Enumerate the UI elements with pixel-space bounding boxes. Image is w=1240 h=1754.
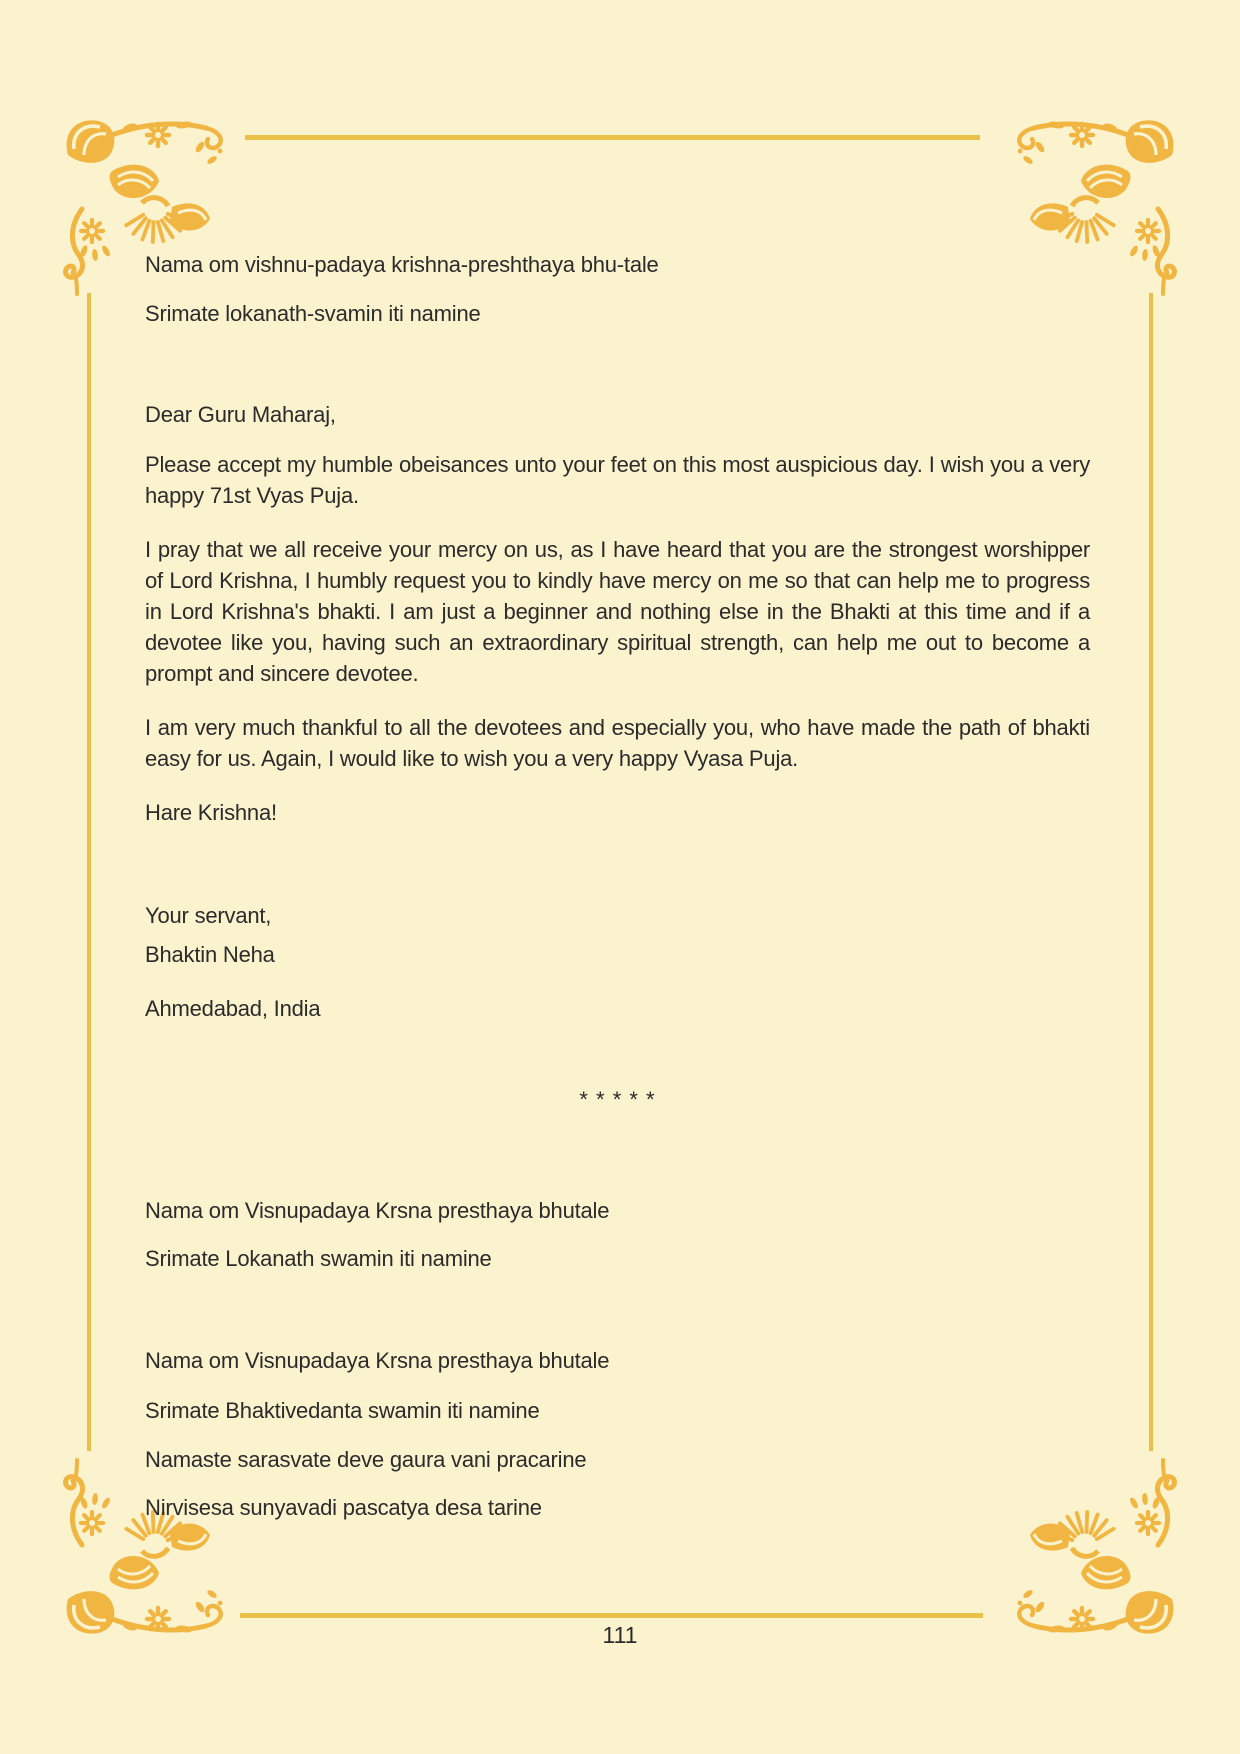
invocation-top-line-1: Nama om vishnu-padaya krishna-preshthaya bhu-tale [145,252,659,277]
salutation: Dear Guru Maharaj, [145,402,336,427]
frame-line-bottom [240,1613,983,1618]
floral-corner-ornament-icon [60,1456,245,1641]
invocation-bottom-line-3: Namaste sarasvate deve gaura vani pracarine [145,1447,587,1472]
closing-line-1: Your servant, [145,903,272,928]
invocation-bottom-line-1: Nama om Visnupadaya Krsna presthaya bhutale [145,1348,610,1373]
paragraph-1: Please accept my humble obeisances unto your feet on this most auspicious day. I wish you a very happy 71st Vyas Puja. [145,452,1090,508]
floral-corner-ornament-icon [995,1456,1180,1641]
invocation-bottom-line-2: Srimate Bhaktivedanta swamin iti namine [145,1398,540,1423]
closing-line-2: Bhaktin Neha [145,942,275,967]
frame-line-right [1149,293,1153,1451]
paragraph-2: I pray that we all receive your mercy on us, as I have heard that you are the strongest worshipper of Lord Krishna, I humbly request you to kindly have mercy on me so that can help me to progress in Lord Krishna's bhakti. I am just a beginner and nothing else in the Bhakti at this time and if a devotee like you, having such an extraordinary spiritual strength, can help me out to become a prompt and sincere devotee. [145,537,1090,686]
exclamation: Hare Krishna! [145,800,277,825]
frame-line-top [245,135,980,140]
paragraph-3: I am very much thankful to all the devotees and especially you, who have made the path of bhakti easy for us. Again, I would like to wish you a very happy Vyasa Puja. [145,715,1090,771]
frame-line-left [87,293,91,1451]
invocation-middle-line-2: Srimate Lokanath swamin iti namine [145,1246,492,1271]
invocation-top-line-2: Srimate lokanath-svamin iti namine [145,301,481,326]
invocation-middle-line-1: Nama om Visnupadaya Krsna presthaya bhutale [145,1198,610,1223]
invocation-bottom-line-4: Nirvisesa sunyavadi pascatya desa tarine [145,1495,542,1520]
closing-line-3: Ahmedabad, India [145,996,321,1021]
page-number: 111 [602,1622,638,1648]
section-separator: * * * * * [579,1087,656,1112]
